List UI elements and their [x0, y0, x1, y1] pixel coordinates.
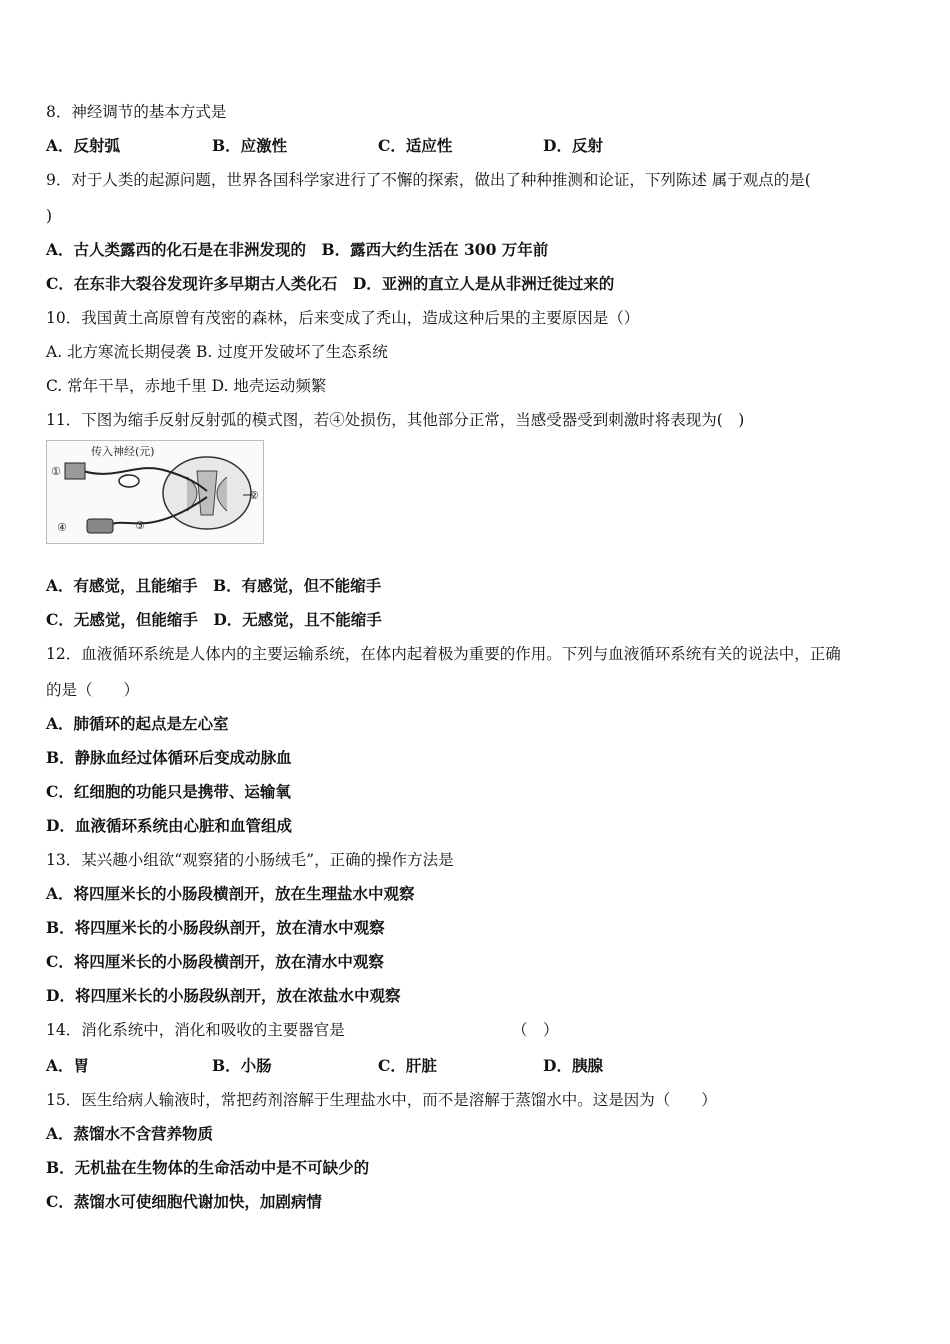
marker-2: ② — [249, 489, 259, 502]
reflex-arc-figure — [46, 440, 264, 544]
q15-stem: 15．医生给病人输液时，常把药剂溶解于生理盐水中，而不是溶解于蒸馏水中。这是因为（ ） — [46, 1091, 717, 1109]
q11-options-cd: C．无感觉，但能缩手 D．无感觉，且不能缩手 — [46, 610, 382, 629]
q13-option-d: D．将四厘米长的小肠段纵剖开，放在浓盐水中观察 — [46, 986, 401, 1005]
q13-stem: 13．某兴趣小组欲“观察猪的小肠绒毛”，正确的操作方法是 — [46, 851, 454, 869]
q11-stem: 11．下图为缩手反射反射弧的模式图，若④处损伤，其他部分正常，当感受器受到刺激时将表现为( ) — [46, 411, 745, 429]
q9-options-ab: A．古人类露西的化石是在非洲发现的 B．露西大约生活在 300 万年前 — [46, 240, 549, 259]
q8-option-c: C．适应性 — [378, 136, 453, 155]
q12-stem-line1: 12．血液循环系统是人体内的主要运输系统，在体内起着极为重要的作用。下列与血液循环系统有关的说法中，正确 — [46, 645, 841, 663]
q9-stem-line1: 9．对于人类的起源问题，世界各国科学家进行了不懈的探索，做出了种种推测和论证，下列陈述 属于观点的是( — [46, 171, 811, 189]
afferent-label: 传入神经(元) — [91, 445, 155, 458]
q10-options-ab: A. 北方寒流长期侵袭 B. 过度开发破坏了生态系统 — [46, 343, 388, 361]
q11-options-ab: A．有感觉，且能缩手 B．有感觉，但不能缩手 — [46, 576, 382, 595]
q13-option-a: A．将四厘米长的小肠段横剖开，放在生理盐水中观察 — [46, 884, 415, 903]
effector-shape — [87, 519, 113, 533]
q14-option-a: A．胃 — [46, 1056, 90, 1075]
q8-option-a: A．反射弧 — [46, 136, 121, 155]
q14-option-d: D．胰腺 — [543, 1056, 603, 1075]
q8-option-d: D．反射 — [543, 136, 603, 155]
marker-1: ① — [51, 465, 61, 478]
q12-stem-line2: 的是（ ） — [46, 681, 140, 699]
q14-option-c: C．肝脏 — [378, 1056, 437, 1075]
q15-option-b: B．无机盐在生物体的生命活动中是不可缺少的 — [46, 1158, 370, 1177]
q10-stem: 10．我国黄土高原曾有茂密的森林，后来变成了秃山，造成这种后果的主要原因是（） — [46, 309, 640, 327]
q12-option-d: D．血液循环系统由心脏和血管组成 — [46, 816, 292, 835]
q12-option-b: B．静脉血经过体循环后变成动脉血 — [46, 748, 292, 767]
q8-stem: 8．神经调节的基本方式是 — [46, 103, 227, 121]
q13-option-c: C．将四厘米长的小肠段横剖开，放在清水中观察 — [46, 952, 384, 971]
marker-3: ③ — [135, 519, 145, 532]
ganglion-shape — [119, 475, 139, 487]
receptor-shape — [65, 463, 85, 479]
q14-option-b: B．小肠 — [212, 1056, 272, 1075]
q12-option-c: C．红细胞的功能只是携带、运输氧 — [46, 782, 291, 801]
q14-stem: 14．消化系统中，消化和吸收的主要器官是 — [46, 1021, 345, 1039]
q10-options-cd: C. 常年干旱，赤地千里 D. 地壳运动频繁 — [46, 377, 327, 395]
q12-option-a: A．肺循环的起点是左心室 — [46, 714, 229, 733]
q13-option-b: B．将四厘米长的小肠段纵剖开，放在清水中观察 — [46, 918, 385, 937]
reflex-arc-diagram — [47, 441, 263, 543]
q8-option-b: B．应激性 — [212, 136, 288, 155]
q14-answer-paren: （ ） — [512, 1021, 559, 1039]
q15-option-c: C．蒸馏水可使细胞代谢加快，加剧病情 — [46, 1192, 322, 1211]
q9-stem-line2: ) — [46, 207, 53, 225]
q9-options-cd: C．在东非大裂谷发现许多早期古人类化石 D．亚洲的直立人是从非洲迁徙过来的 — [46, 274, 615, 293]
marker-4: ④ — [57, 521, 67, 534]
q15-option-a: A．蒸馏水不含营养物质 — [46, 1124, 214, 1143]
